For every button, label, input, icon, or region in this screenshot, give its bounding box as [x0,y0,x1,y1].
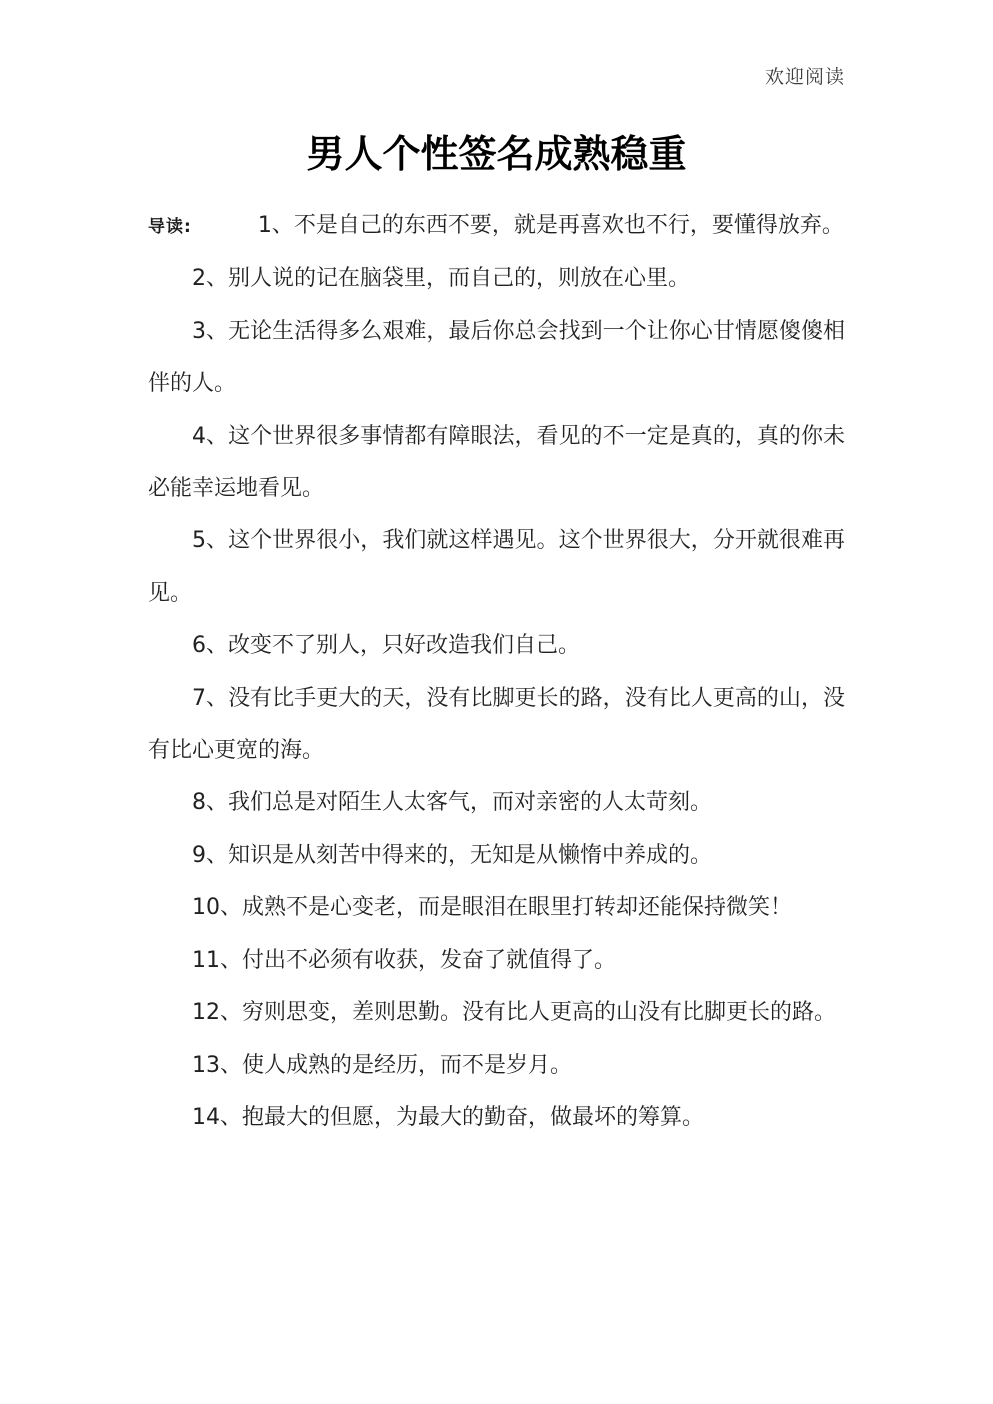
item-number: 14、 [192,1104,242,1130]
item-text: 付出不必须有收获，发奋了就值得了。 [242,947,617,973]
item-number: 8、 [192,790,228,816]
list-item [148,411,845,516]
lead-gap-spacer [192,231,258,232]
item-number: 9、 [192,842,228,868]
item-text: 成熟不是心变老，而是眼泪在眼里打转却还能保持微笑！ [242,895,793,921]
item-text: 这个世界很多事情都有障眼法，看见的不一定是真的，真的你未必能幸运地看见。 [148,423,845,502]
item-number: 3、 [192,318,229,344]
list-item [148,882,845,934]
item-text: 使人成熟的是经历，而不是岁月。 [242,1052,573,1078]
list-item [148,1092,845,1144]
item-number: 7、 [192,685,229,711]
header-note: 欢迎阅读 [764,66,845,88]
item-text: 抱最大的但愿，为最大的勤奋，做最坏的筹算。 [242,1104,705,1130]
list-item [148,620,845,672]
lead-label: 导读: [148,217,192,237]
list-item [148,253,845,305]
item-number: 5、 [192,528,229,554]
list-item [148,935,845,987]
item-text: 无论生活得多么艰难，最后你总会找到一个让你心甘情愿傻傻相伴的人。 [148,318,845,397]
item-number: 11、 [192,947,242,973]
quote-list [148,200,845,1144]
item-number: 1、 [257,213,294,238]
list-item [148,777,845,829]
list-item [148,673,845,778]
list-item [148,200,845,253]
item-number: 12、 [192,1000,242,1026]
item-number: 6、 [192,633,228,659]
item-text: 穷则思变，差则思勤。没有比人更高的山没有比脚更长的路。 [242,1000,837,1026]
item-number: 13、 [192,1052,242,1078]
item-text: 不是自己的东西不要，就是再喜欢也不行，要懂得放弃。 [293,213,844,238]
item-text: 这个世界很小，我们就这样遇见。这个世界很大，分开就很难再见。 [148,528,845,606]
page-title: 男人个性签名成熟稳重 [306,132,687,176]
item-number: 10、 [192,895,242,921]
item-text: 改变不了别人，只好改造我们自己。 [228,633,581,659]
item-text: 没有比手更大的天，没有比脚更长的路，没有比人更高的山，没有比心更宽的海。 [148,685,845,764]
item-number: 4、 [192,423,229,449]
list-item [148,306,845,411]
list-item [148,515,845,620]
list-item [148,1040,845,1092]
item-text: 别人说的记在脑袋里，而自己的，则放在心里。 [228,266,691,292]
item-text: 我们总是对陌生人太客气，而对亲密的人太苛刻。 [228,790,713,816]
list-item [148,830,845,882]
item-number: 2、 [192,266,228,292]
item-text: 知识是从刻苦中得来的，无知是从懒惰中养成的。 [228,842,713,868]
list-item [148,987,845,1039]
